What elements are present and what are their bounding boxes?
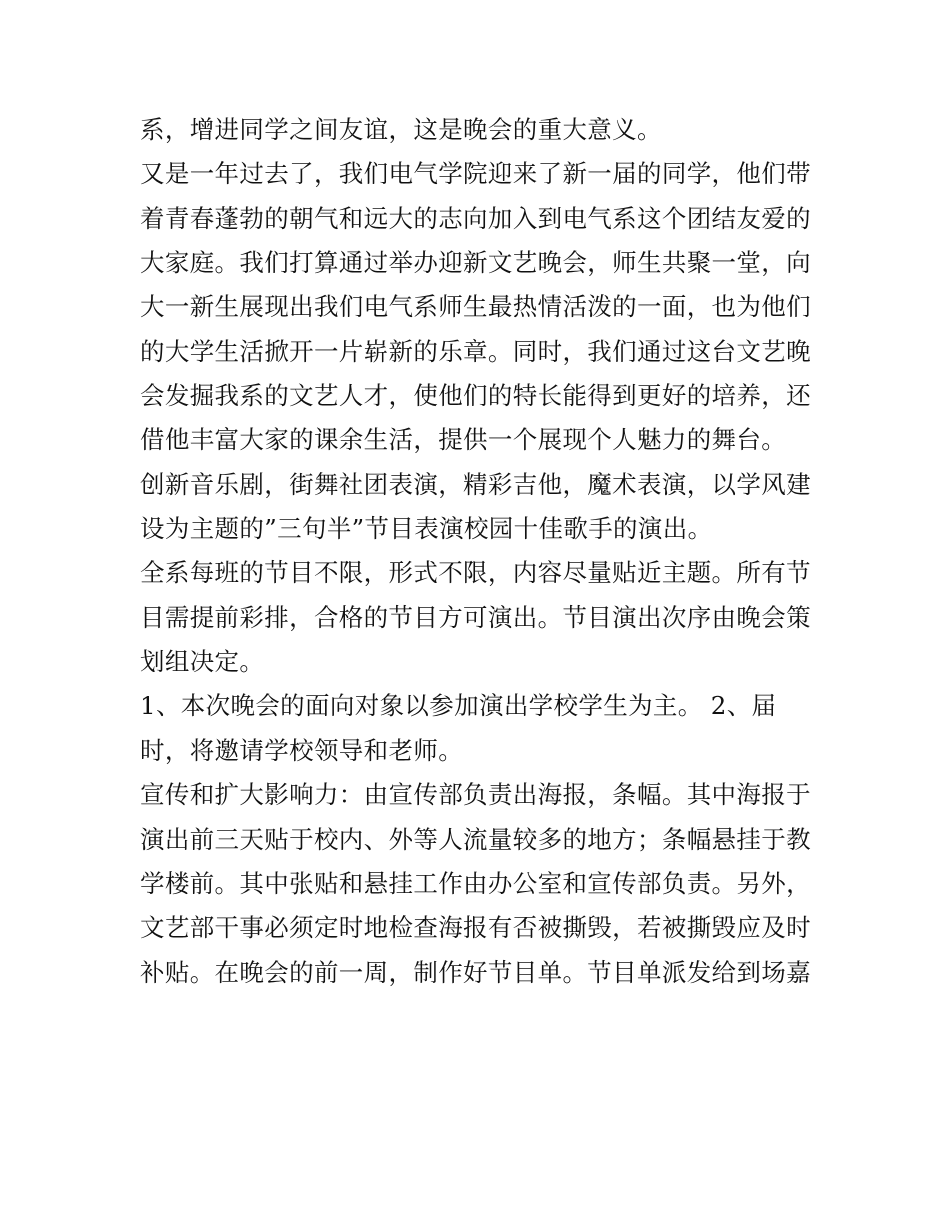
text-line: 着青春蓬勃的朝气和远大的志向加入到电气系这个团结友爱的 [140,203,811,233]
text-line: 系，增进同学之间友谊，这是晚会的重大意义。 [140,115,662,144]
text-line: 设为主题的”三句半”节目表演校园十佳歌手的演出。 [140,514,713,544]
text-line: 补贴。在晚会的前一周，制作好节目单。节目单派发给到场嘉 [140,957,811,987]
text-line: 创新音乐剧，街舞社团表演，精彩吉他，魔术表演，以学风建 [140,469,811,499]
text-line: 会发掘我系的文艺人才，使他们的特长能得到更好的培养，还 [140,381,811,411]
text-line: 大家庭。我们打算通过举办迎新文艺晚会，师生共聚一堂，向 [140,248,811,278]
text-line: 学楼前。其中张贴和悬挂工作由办公室和宣传部负责。另外， [140,868,811,898]
text-line: 演出前三天贴于校内、外等人流量较多的地方；条幅悬挂于教 [140,824,811,854]
text-line: 目需提前彩排，合格的节目方可演出。节目演出次序由晚会策 [140,602,811,632]
text-line: 的大学生活掀开一片崭新的乐章。同时，我们通过这台文艺晚 [140,336,811,366]
document-text-block [140,108,820,995]
text-line: 大一新生展现出我们电气系师生最热情活泼的一面，也为他们 [140,292,811,322]
text-line: 又是一年过去了，我们电气学院迎来了新一届的同学，他们带 [140,159,811,189]
text-line: 文艺部干事必须定时地检查海报有否被撕毁，若被撕毁应及时 [140,913,811,943]
text-line: 时，将邀请学校领导和老师。 [140,735,464,765]
text-line: 划组决定。 [140,647,265,677]
text-line: 宣传和扩大影响力：由宣传部负责出海报，条幅。其中海报于 [140,780,811,810]
text-line: 全系每班的节目不限，形式不限，内容尽量贴近主题。所有节 [140,558,811,588]
text-line: 借他丰富大家的课余生活，提供一个展现个人魅力的舞台。 [140,425,787,455]
text-line: 1、本次晚会的面向对象以参加演出学校学生为主。 2、届 [140,691,777,721]
